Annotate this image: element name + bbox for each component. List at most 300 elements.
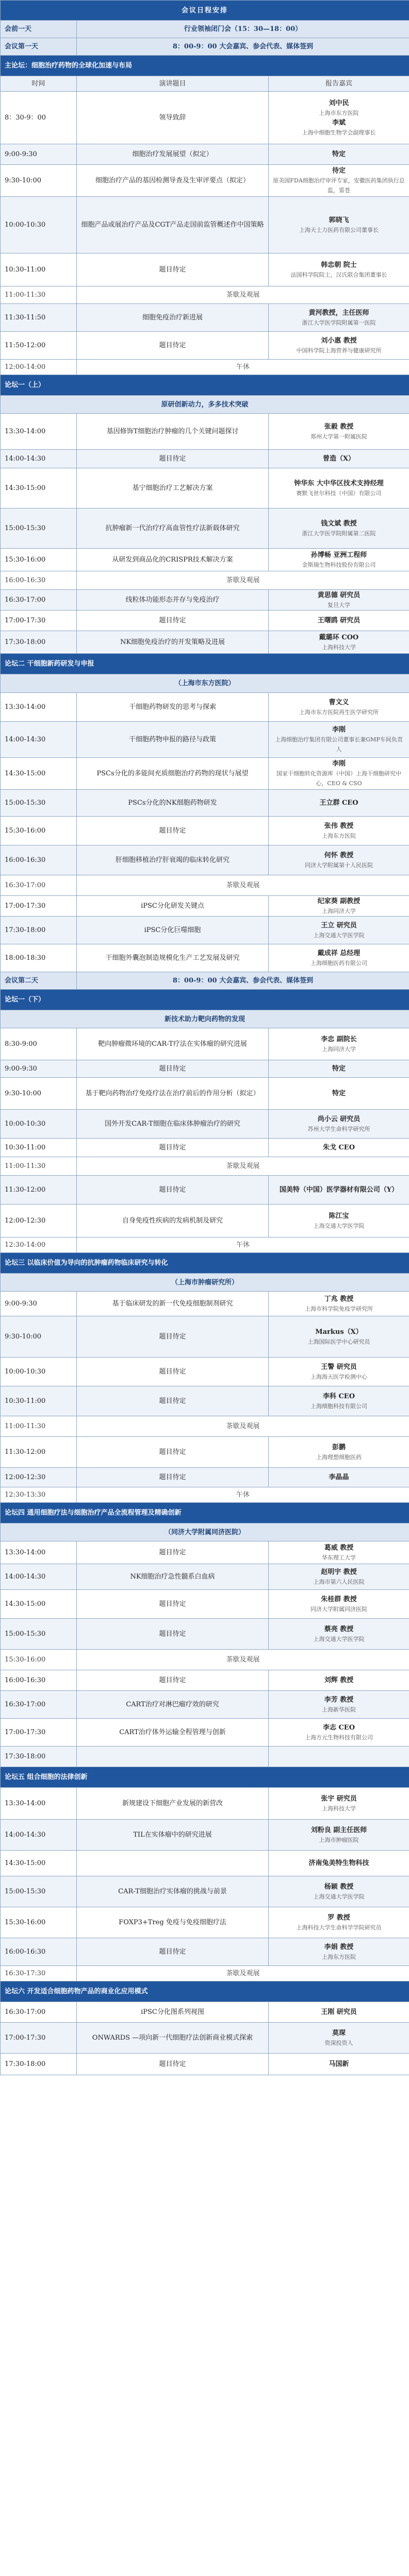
talk-title: 题目待定: [77, 1358, 269, 1386]
time-slot: 12:30-13:30: [1, 1487, 77, 1503]
speaker-affiliation: 金斯瑞生物科技股份有限公司: [302, 561, 376, 568]
schedule-title: 会议日程安排: [1, 1, 409, 21]
day-label: 会前一天: [1, 21, 77, 38]
speaker-cell: [269, 468, 409, 509]
talk-title: TIL在实体瘤中的研究进展: [77, 1820, 269, 1851]
speaker-name: 李刚: [332, 726, 346, 734]
agenda-row: [1, 144, 409, 165]
time-slot: 11:30-11:50: [1, 304, 77, 332]
speaker-cell: [269, 1820, 409, 1851]
speaker-affiliation: 上海细胞医药有限公司: [310, 959, 367, 967]
speaker-affiliation: 上海科技大学: [322, 1805, 356, 1812]
talk-title: NK细胞免疫治疗的开发策略及进展: [77, 631, 269, 654]
day-info-row: [1, 21, 409, 38]
talk-title: 新规建设下细胞产业发展的新营改: [77, 1788, 269, 1820]
section-header: 论坛二 干细胞新药研发与申报: [1, 654, 409, 674]
time-slot: 9:30-10:00: [1, 165, 77, 197]
agenda-row: [1, 468, 409, 509]
speaker-cell: [269, 1078, 409, 1110]
schedule-title-row: [1, 1, 409, 21]
section-header-row: [1, 654, 409, 674]
talk-title: CART治疗对淋巴瘤疗效的研究: [77, 1691, 269, 1719]
speaker-name: 刘中民: [329, 99, 349, 107]
speaker-cell: [269, 1437, 409, 1468]
time-slot: 14:00-14:30: [1, 450, 77, 468]
speaker-affiliation: 上海方元生物科技有限公司: [305, 1734, 373, 1741]
speaker-cell: [269, 1176, 409, 1205]
speaker-name: 特定: [332, 1090, 346, 1097]
talk-title: 题目待定: [77, 1590, 269, 1619]
speaker-affiliation: 上海交通大学医学院: [313, 931, 365, 939]
talk-title: NK细胞治疗急性髓系白血病: [77, 1564, 269, 1590]
speaker-affiliation: 苏州大学生命科学研究所: [307, 1125, 370, 1132]
talk-title: 干细胞药物申报的路径与政策: [77, 722, 269, 758]
column-header: 演讲题目: [77, 76, 269, 92]
section-header: 论坛五 组合细胞的法律创新: [1, 1767, 409, 1788]
section-header-row: [1, 1253, 409, 1274]
time-slot: 16:30-17:30: [1, 1966, 77, 1981]
speaker-cell: [269, 1316, 409, 1358]
speaker-name: 国美特（中国）医学器材有限公司（Y）: [279, 1186, 399, 1194]
speaker-cell: [269, 590, 409, 611]
agenda-row: [1, 1907, 409, 1938]
speaker-cell: [269, 1468, 409, 1487]
time-slot: 14:30-15:00: [1, 1590, 77, 1619]
speaker-affiliation: 上海科技大学: [322, 643, 356, 651]
section-header-row: [1, 990, 409, 1010]
time-slot: 17:30-18:00: [1, 2054, 77, 2075]
day-info: 行业领袖闭门会（15：30—18：00）: [77, 21, 409, 38]
speaker-affiliation: 上海同济大学: [322, 1045, 356, 1053]
agenda-row: [1, 414, 409, 450]
time-slot: 15:00-15:30: [1, 509, 77, 549]
speaker-name: 赵明宇 教授: [321, 1568, 357, 1576]
speaker-name: 尚小云 研究员: [317, 1115, 361, 1123]
speaker-affiliation: 资深投资人: [324, 2039, 353, 2046]
speaker-affiliation: 上海市东方医院: [319, 109, 359, 116]
agenda-row: [1, 509, 409, 549]
time-slot: 15:00-15:30: [1, 1619, 77, 1650]
speaker-cell: [269, 1670, 409, 1691]
talk-title: 题目待定: [77, 1176, 269, 1205]
time-slot: 17:00-17:30: [1, 2023, 77, 2054]
talk-title: 题目待定: [77, 611, 269, 631]
speaker-affiliation: 上海同济大学: [322, 907, 356, 914]
section-subtitle-row: [1, 1274, 409, 1292]
section-subtitle: （同济大学附属同济医院）: [1, 1523, 409, 1541]
talk-title: CART治疗体外运输全程管理与创新: [77, 1719, 269, 1747]
agenda-row: [1, 1292, 409, 1316]
agenda-row: [1, 590, 409, 611]
section-subtitle: （上海市肿瘤研究所）: [1, 1274, 409, 1292]
break-label: 茶歇及观展: [77, 1416, 409, 1437]
day-info: 8：00-9：00 大会嘉宾、参会代表、媒体签到: [77, 38, 409, 56]
time-slot: 10:00-10:30: [1, 1358, 77, 1386]
time-slot: 11:00-11:30: [1, 1416, 77, 1437]
talk-title: 干细胞外囊泡制造规模化生产工艺发展及研究: [77, 944, 269, 972]
time-slot: 15:30-16:00: [1, 1907, 77, 1938]
speaker-cell: [269, 917, 409, 944]
speaker-affiliation: 国家干细胞转化资源库（中国）上海干细胞研究中心，CEO & CSO: [276, 770, 401, 787]
speaker-affiliation: 上海市第六人民医院: [313, 1578, 365, 1585]
break-label: 午休: [77, 360, 409, 375]
talk-title: 干细胞药物研发的思考与探索: [77, 693, 269, 722]
break-label: 午休: [77, 1238, 409, 1253]
speaker-name: 张伟 教授: [324, 822, 354, 830]
speaker-cell: [269, 253, 409, 286]
speaker-name: 蔡亮 教授: [324, 1625, 354, 1633]
speaker-cell: [269, 1139, 409, 1157]
speaker-cell: [269, 1691, 409, 1719]
speaker-name: 刘辉 教授: [324, 1676, 354, 1684]
break-label: 午休: [77, 1487, 409, 1503]
talk-title: 题目待定: [77, 1468, 269, 1487]
speaker-name: 王立群 CEO: [319, 799, 358, 807]
speaker-name: 纪家葵 副教授: [317, 897, 361, 905]
time-slot: 12:00-12:30: [1, 1468, 77, 1487]
agenda-row: [1, 1938, 409, 1966]
day-label: 会议第二天: [1, 972, 77, 990]
agenda-row: [1, 197, 409, 253]
time-slot: 16:30-17:00: [1, 1691, 77, 1719]
speaker-name: 陈江宝: [329, 1212, 349, 1220]
speaker-name: 李科 CEO: [322, 1392, 355, 1400]
agenda-row: [1, 1590, 409, 1619]
talk-title: 靶向肿瘤微环境的CAR-T疗法在实体瘤的研究进展: [77, 1028, 269, 1060]
talk-title: 细胞免疫治疗新进展: [77, 304, 269, 332]
column-header: 时间: [1, 76, 77, 92]
speaker-name: 李娟 教授: [324, 1943, 354, 1951]
section-subtitle: 新技术助力靶向药物的发现: [1, 1010, 409, 1028]
time-slot: 16:00-16:30: [1, 1938, 77, 1966]
speaker-cell: [269, 1747, 409, 1767]
break-label: 茶歇及观展: [77, 1157, 409, 1176]
speaker-cell: [269, 1110, 409, 1139]
agenda-row: [1, 332, 409, 360]
column-header-row: [1, 76, 409, 92]
speaker-cell: [269, 2023, 409, 2054]
speaker-affiliation: 中国科学院上海营养与健康研究所: [296, 347, 382, 354]
speaker-affiliation: 上海天士力医药有限公司董事长: [299, 226, 379, 233]
time-slot: 12:30-14:00: [1, 1238, 77, 1253]
speaker-name: 王刚 研究员: [321, 2008, 357, 2016]
agenda-row: [1, 944, 409, 972]
speaker-cell: [269, 944, 409, 972]
speaker-name: 罗 教授: [328, 1913, 350, 1922]
section-header-row: [1, 1981, 409, 2002]
speaker-affiliation: 上海新华医院: [322, 1706, 356, 1713]
speaker-cell: [269, 1564, 409, 1590]
time-slot: 10:30-11:00: [1, 1386, 77, 1416]
break-row: [1, 571, 409, 590]
speaker-cell: [269, 1205, 409, 1238]
speaker-name: 李芳 教授: [324, 1696, 354, 1704]
agenda-row: [1, 1358, 409, 1386]
section-subtitle: 原研创新动力，多多技术突破: [1, 396, 409, 414]
agenda-row: [1, 1719, 409, 1747]
time-slot: 16:00-16:30: [1, 845, 77, 875]
time-slot: 16:00-16:30: [1, 1670, 77, 1691]
speaker-affiliation: 原美国FDA细胞治疗审评专家，安徽医药集团执行总监，雷苍: [273, 177, 405, 194]
agenda-row: [1, 1468, 409, 1487]
time-slot: 11:00-11:30: [1, 1157, 77, 1176]
speaker-name: 曹文义: [329, 698, 349, 706]
break-label: 茶歇及观展: [77, 1966, 409, 1981]
break-label: 茶歇及观展: [77, 1650, 409, 1670]
time-slot: 11:00-11:30: [1, 286, 77, 304]
agenda-row: [1, 1747, 409, 1767]
speaker-cell: [269, 1358, 409, 1386]
agenda-row: [1, 450, 409, 468]
talk-title: CAR-T细胞治疗实体瘤的挑战与前景: [77, 1876, 269, 1907]
talk-title: 基宁细胞治疗工艺解决方案: [77, 468, 269, 509]
agenda-row: [1, 631, 409, 654]
agenda-row: [1, 92, 409, 144]
speaker-affiliation: 法国科学院院士，汉氏联合集团董事长: [290, 271, 387, 278]
agenda-row: [1, 253, 409, 286]
talk-title: 抗肿瘤新一代治疗疗高血管性疗法新载体研究: [77, 509, 269, 549]
time-slot: 14:00-14:30: [1, 1564, 77, 1590]
time-slot: 16:30-17:00: [1, 875, 77, 896]
speaker-affiliation: 复旦大学: [328, 601, 350, 608]
agenda-row: [1, 722, 409, 758]
talk-title: 题目待定: [77, 450, 269, 468]
break-row: [1, 1157, 409, 1176]
speaker-name: 特定: [332, 150, 346, 158]
section-header: 论坛一（上）: [1, 375, 409, 396]
speaker-affiliation: 同济大学附属第十人民医院: [305, 861, 373, 869]
column-header: 报告嘉宾: [269, 76, 409, 92]
agenda-row: [1, 1386, 409, 1416]
time-slot: 14:00-14:30: [1, 1820, 77, 1851]
speaker-cell: [269, 758, 409, 790]
speaker-name: 彭鹏: [332, 1443, 346, 1451]
day-label: 会议第一天: [1, 38, 77, 56]
time-slot: 16:30-17:00: [1, 590, 77, 611]
speaker-name: 特定: [332, 1065, 346, 1073]
speaker-cell: [269, 1719, 409, 1747]
speaker-affiliation: 上海科技大学生命科学学院研究员: [296, 1924, 382, 1931]
section-header: 论坛一（下）: [1, 990, 409, 1010]
time-slot: 17:00-17:30: [1, 611, 77, 631]
talk-title: 基因修饰T细胞治疗肿瘤的几个关键问题探讨: [77, 414, 269, 450]
talk-title: 题目待定: [77, 332, 269, 360]
speaker-name: 戴成祥 总经理: [317, 949, 361, 957]
section-subtitle-row: [1, 1523, 409, 1541]
speaker-affiliation: 上海东方医院: [322, 832, 356, 839]
speaker-affiliation: 上海交通大学医学院: [313, 1893, 365, 1900]
speaker-cell: [269, 722, 409, 758]
time-slot: 9:00-9:30: [1, 1060, 77, 1078]
speaker-name: 何怀 教授: [324, 851, 354, 859]
talk-title: 题目待定: [77, 1437, 269, 1468]
section-header-row: [1, 375, 409, 396]
speaker-name: 待定: [332, 167, 346, 175]
agenda-row: [1, 790, 409, 817]
talk-title: [77, 1747, 269, 1767]
time-slot: 11:30-12:00: [1, 1176, 77, 1205]
break-row: [1, 1650, 409, 1670]
speaker-name: 孙博畅 亚洲工程师: [310, 551, 367, 559]
speaker-name: 杨颖 教授: [324, 1883, 354, 1891]
talk-title: 题目待定: [77, 1060, 269, 1078]
agenda-row: [1, 1078, 409, 1110]
talk-title: 题目待定: [77, 1541, 269, 1564]
speaker-cell: [269, 817, 409, 845]
time-slot: 16:30-17:00: [1, 2002, 77, 2023]
speaker-cell: [269, 165, 409, 197]
speaker-cell: [269, 549, 409, 571]
time-slot: 12:00-12:30: [1, 1205, 77, 1238]
break-row: [1, 1416, 409, 1437]
speaker-affiliation: 上海市肿瘤医院: [319, 1836, 359, 1843]
time-slot: 14:30-15:00: [1, 468, 77, 509]
talk-title: 题目待定: [77, 1938, 269, 1966]
agenda-row: [1, 1437, 409, 1468]
agenda-row: [1, 165, 409, 197]
day-info: 8：00-9：00 大会嘉宾、参会代表、媒体签到: [77, 972, 409, 990]
speaker-name: 朱桂群 教授: [321, 1595, 357, 1603]
speaker-cell: [269, 2054, 409, 2075]
time-slot: 8:30-9:00: [1, 1028, 77, 1060]
agenda-row: [1, 1316, 409, 1358]
break-row: [1, 360, 409, 375]
speaker-affiliation: 浙江大学医学院附属第一医院: [302, 319, 376, 326]
break-row: [1, 1487, 409, 1503]
time-slot: 10:30-11:00: [1, 253, 77, 286]
speaker-name: 李刚: [332, 760, 346, 768]
speaker-cell: [269, 1851, 409, 1876]
speaker-affiliation: 上海中细胞生物学会副理事长: [302, 129, 376, 136]
speaker-cell: [269, 2002, 409, 2023]
speaker-affiliation: 上海东方医院: [322, 1953, 356, 1960]
time-slot: 10:00-10:30: [1, 197, 77, 253]
time-slot: 10:30-11:00: [1, 1139, 77, 1157]
speaker-name: 莫琛: [332, 2029, 346, 2037]
agenda-row: [1, 845, 409, 875]
break-row: [1, 875, 409, 896]
section-header: 论坛四 通用细胞疗法与细胞治疗产品全流程管理及精确创新: [1, 1503, 409, 1523]
day-info-row: [1, 972, 409, 990]
talk-title: iPSC分化图系列视图: [77, 2002, 269, 2023]
time-slot: 9:30-10:00: [1, 1316, 77, 1358]
speaker-name: 郭晓飞: [329, 216, 349, 224]
speaker-affiliation: 上海理想细胞医药: [316, 1453, 362, 1461]
talk-title: 领导致辞: [77, 92, 269, 144]
talk-title: 题目待定: [77, 1619, 269, 1650]
speaker-cell: [269, 611, 409, 631]
agenda-row: [1, 1110, 409, 1139]
break-label: 茶歇及观展: [77, 875, 409, 896]
speaker-cell: [269, 631, 409, 654]
speaker-cell: [269, 845, 409, 875]
speaker-name: 李斌: [332, 118, 346, 127]
speaker-name: 钱文斌 教授: [321, 519, 357, 528]
speaker-name: 李忠 副院长: [321, 1035, 357, 1043]
time-slot: 13:30-14:00: [1, 414, 77, 450]
speaker-name: 刘粉良 副主任医师: [310, 1826, 367, 1834]
talk-title: iPSC分化研发关键点: [77, 896, 269, 917]
speaker-name: 王立 研究员: [321, 921, 357, 929]
speaker-cell: [269, 1876, 409, 1907]
speaker-cell: [269, 414, 409, 450]
speaker-cell: [269, 1028, 409, 1060]
speaker-cell: [269, 1619, 409, 1650]
time-slot: 16:00-16:30: [1, 571, 77, 590]
speaker-cell: [269, 1590, 409, 1619]
agenda-row: [1, 1541, 409, 1564]
break-row: [1, 1966, 409, 1981]
time-slot: 11:30-12:00: [1, 1437, 77, 1468]
agenda-row: [1, 1691, 409, 1719]
speaker-name: 李晶晶: [329, 1473, 349, 1481]
time-slot: 17:00-17:30: [1, 896, 77, 917]
agenda-row: [1, 1670, 409, 1691]
talk-title: 题目待定: [77, 253, 269, 286]
agenda-row: [1, 817, 409, 845]
speaker-affiliation: 上海细胞科技有限公司: [310, 1402, 367, 1410]
section-header-row: [1, 56, 409, 76]
talk-title: [77, 1851, 269, 1876]
speaker-name: 黄河教授，主任医师: [308, 309, 369, 317]
speaker-affiliation: 上海交通大学医学院: [313, 1222, 365, 1229]
speaker-affiliation: 上海市科学院免疫学研究所: [305, 1305, 373, 1312]
speaker-affiliation: 上海市东方医院再生医学研究所: [299, 708, 379, 716]
section-header: 论坛三 以临床价值为导向的抗肿瘤药物临床研究与转化: [1, 1253, 409, 1274]
agenda-row: [1, 693, 409, 722]
agenda-row: [1, 549, 409, 571]
speaker-affiliation: 上海国际医学中心研究员: [307, 1338, 370, 1345]
agenda-row: [1, 1619, 409, 1650]
time-slot: 9:30-10:00: [1, 1078, 77, 1110]
agenda-row: [1, 1820, 409, 1851]
time-slot: 15:30-16:00: [1, 817, 77, 845]
time-slot: 12:00-14:00: [1, 360, 77, 375]
speaker-name: 丁兆 教授: [324, 1295, 354, 1303]
talk-title: 线粒体功能形态并存与免疫治疗: [77, 590, 269, 611]
talk-title: 题目待定: [77, 1139, 269, 1157]
agenda-row: [1, 611, 409, 631]
talk-title: FOXP3+Treg 免疫与免疫细胞疗法: [77, 1907, 269, 1938]
speaker-name: 济南兔美特生物科技: [308, 1859, 369, 1867]
speaker-affiliation: 赛默飞世尔科技（中国）有限公司: [296, 489, 382, 497]
talk-title: 细胞产品或展治疗产品及CGT产品走国前监管概述作中国策略: [77, 197, 269, 253]
speaker-name: 韩忠朝 院士: [321, 261, 357, 269]
speaker-cell: [269, 693, 409, 722]
section-header: 主论坛：细胞治疗药物的全球化加速与布局: [1, 56, 409, 76]
agenda-row: [1, 1205, 409, 1238]
time-slot: 17:30-18:00: [1, 917, 77, 944]
speaker-cell: [269, 144, 409, 165]
speaker-affiliation: 上海细胞治疗集团有限公司董事长兼GMP车间负责人: [275, 736, 403, 753]
speaker-name: 朱戈 CEO: [322, 1144, 355, 1151]
speaker-cell: [269, 1292, 409, 1316]
agenda-row: [1, 758, 409, 790]
speaker-cell: [269, 304, 409, 332]
speaker-name: 黄思德 研究员: [317, 591, 361, 599]
break-row: [1, 1238, 409, 1253]
time-slot: 13:30-14:00: [1, 1788, 77, 1820]
speaker-name: 曾造（X）: [322, 455, 355, 463]
agenda-row: [1, 1139, 409, 1157]
speaker-name: 刘小惠 教授: [321, 336, 357, 345]
section-header: 论坛六 开发适合细胞药物产品的商业化应用模式: [1, 1981, 409, 2002]
talk-title: iPSC分化巨噬细胞: [77, 917, 269, 944]
time-slot: 15:00-15:30: [1, 1876, 77, 1907]
time-slot: 17:30-18:00: [1, 631, 77, 654]
speaker-name: 张宇 研究员: [321, 1794, 357, 1803]
talk-title: PSCs分化的多能间充质细胞治疗药物的现状与展望: [77, 758, 269, 790]
